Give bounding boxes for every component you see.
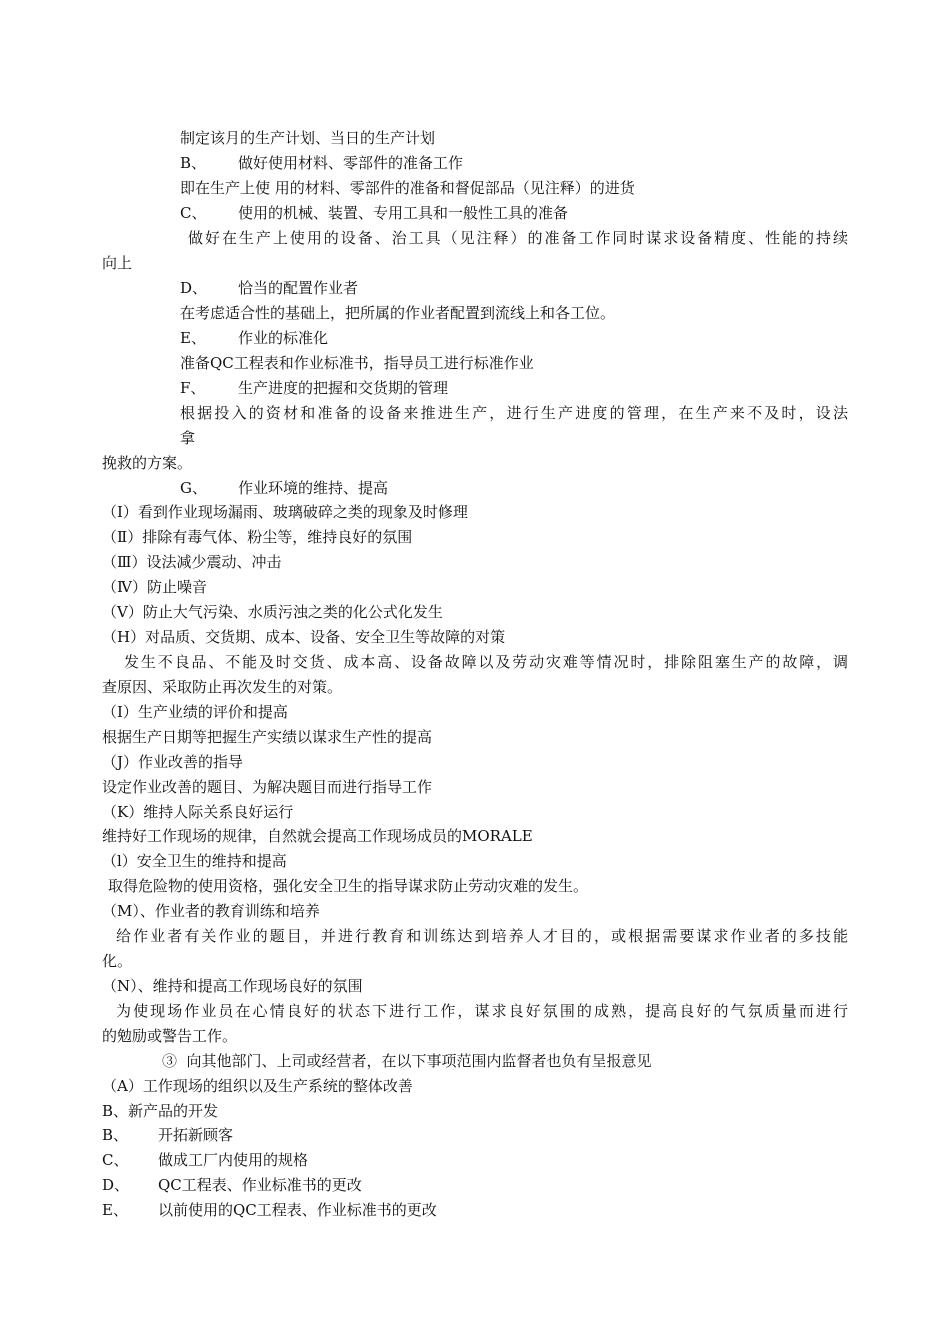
text-line: ③ 向其他部门、上司或经营者，在以下事项范围内监督者也负有呈报意见 bbox=[162, 1052, 652, 1070]
list-item: E、 以前使用的QC工程表、作业标准书的更改 bbox=[102, 1201, 437, 1219]
text-line: 在考虑适合性的基础上，把所属的作业者配置到流线上和各工位。 bbox=[180, 304, 616, 322]
text-line: 准备QC工程表和作业标准书，指导员工进行标准作业 bbox=[180, 354, 534, 372]
text-line: 取得危险物的使用资格，强化安全卫生的指导谋求防止劳动灾难的发生。 bbox=[108, 877, 589, 895]
section-heading: （K）维持人际关系良好运行 bbox=[102, 803, 294, 821]
text-line: 维持好工作现场的规律，自然就会提高工作现场成员的MORALE bbox=[102, 827, 533, 845]
text-line: 给作业者有关作业的题目，并进行教育和训练达到培养人才目的，或根据需要谋求作业者的多技能 bbox=[116, 927, 848, 945]
text-line: 拿 bbox=[180, 429, 196, 447]
section-heading: （H）对品质、交货期、成本、设备、安全卫生等故障的对策 bbox=[102, 628, 506, 646]
list-item: B、新产品的开发 bbox=[102, 1102, 219, 1120]
list-marker: D、 bbox=[180, 279, 208, 297]
section-heading: （A）工作现场的组织以及生产系统的整体改善 bbox=[102, 1077, 413, 1095]
list-marker: B、 bbox=[102, 1126, 129, 1144]
list-marker: B、 bbox=[180, 154, 207, 172]
list-item: （Ⅰ）看到作业现场漏雨、玻璃破碎之类的现象及时修理 bbox=[102, 503, 468, 521]
section-heading: （J）作业改善的指导 bbox=[102, 753, 244, 771]
text-line: 根据生产日期等把握生产实绩以谋求生产性的提高 bbox=[102, 728, 433, 746]
list-item: D、 恰当的配置作业者 bbox=[180, 279, 359, 297]
list-item: B、 开拓新顾客 bbox=[102, 1126, 234, 1144]
list-marker: F、 bbox=[180, 379, 206, 397]
list-item: （Ⅳ）防止噪音 bbox=[102, 578, 207, 596]
list-item: G、 作业环境的维持、提高 bbox=[180, 479, 389, 497]
list-marker: D、 bbox=[102, 1176, 130, 1194]
text-line: 根据投入的资材和准备的设备来推进生产，进行生产进度的管理，在生产来不及时，设法 bbox=[180, 404, 848, 422]
text-line: 化。 bbox=[102, 952, 133, 970]
list-item: （Ⅴ）防止大气污染、水质污浊之类的化公式化发生 bbox=[102, 603, 443, 621]
list-item: D、 QC工程表、作业标准书的更改 bbox=[102, 1176, 362, 1194]
section-heading: （M）、作业者的教育训练和培养 bbox=[102, 902, 320, 920]
text-line: 即在生产上使 用的材料、零部件的准备和督促部品（见注释）的进货 bbox=[180, 179, 635, 197]
list-item: E、 作业的标准化 bbox=[180, 329, 329, 347]
text-line: 查原因、采取防止再次发生的对策。 bbox=[102, 678, 343, 696]
text-line: 向上 bbox=[102, 254, 133, 272]
text-line: 设定作业改善的题目、为解决题目而进行指导工作 bbox=[102, 778, 433, 796]
list-marker: E、 bbox=[102, 1201, 128, 1219]
text-line: 制定该月的生产计划、当日的生产计划 bbox=[180, 129, 436, 147]
list-item: C、 做成工厂内使用的规格 bbox=[102, 1151, 309, 1169]
list-item: F、 生产进度的把握和交货期的管理 bbox=[180, 379, 449, 397]
text-line: 的勉励或警告工作。 bbox=[102, 1027, 238, 1045]
text-line: 挽救的方案。 bbox=[102, 454, 193, 472]
section-heading: （l）安全卫生的维持和提高 bbox=[102, 852, 287, 870]
section-heading: （N）、维持和提高工作现场良好的氛围 bbox=[102, 977, 363, 995]
list-item: B、 做好使用材料、零部件的准备工作 bbox=[180, 154, 464, 172]
section-heading: （I）生产业绩的评价和提高 bbox=[102, 703, 288, 721]
list-marker: C、 bbox=[180, 204, 207, 222]
text-line: 发生不良品、不能及时交货、成本高、设备故障以及劳动灾难等情况时，排除阻塞生产的故障，调 bbox=[124, 653, 848, 671]
list-marker: G、 bbox=[180, 479, 207, 497]
text-line: 做好在生产上使用的设备、治工具（见注释）的准备工作同时谋求设备精度、性能的持续 bbox=[188, 229, 848, 247]
list-item: C、 使用的机械、装置、专用工具和一般性工具的准备 bbox=[180, 204, 569, 222]
list-marker: E、 bbox=[180, 329, 206, 347]
list-item: （Ⅱ）排除有毒气体、粉尘等，维持良好的氛围 bbox=[102, 528, 413, 546]
list-item: （Ⅲ）设法减少震动、冲击 bbox=[102, 553, 282, 571]
text-line: 为使现场作业员在心情良好的状态下进行工作，谋求良好氛围的成熟，提高良好的气氛质量而进行 bbox=[116, 1002, 848, 1020]
list-marker: C、 bbox=[102, 1151, 129, 1169]
